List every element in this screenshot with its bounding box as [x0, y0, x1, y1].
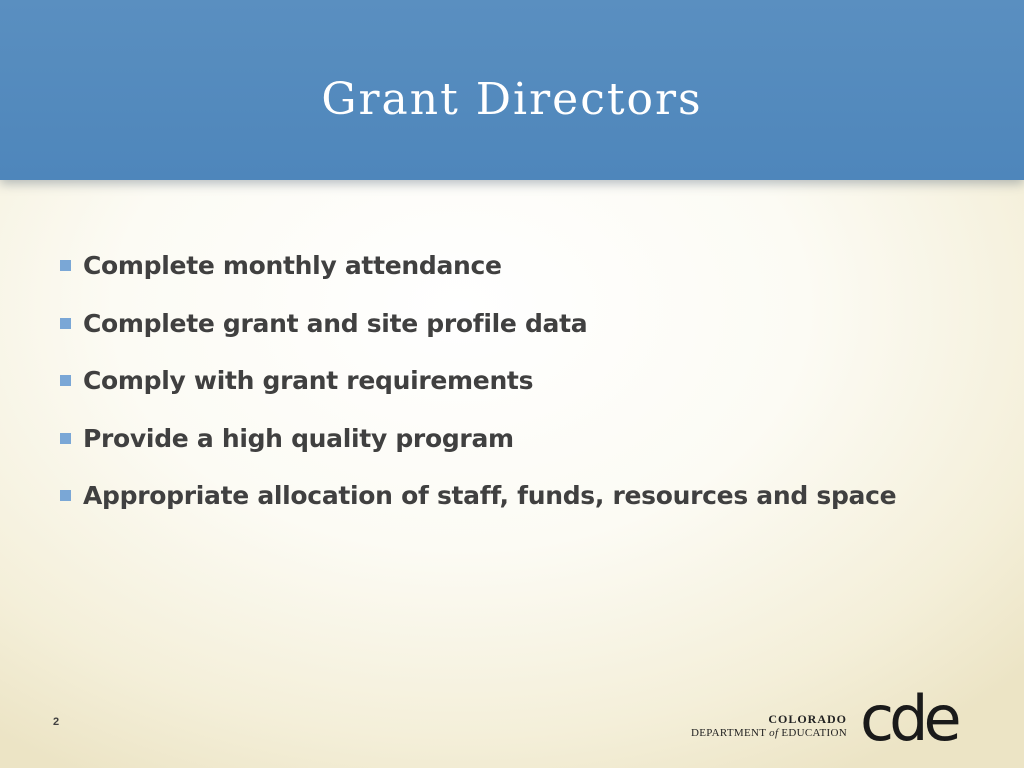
- bullet-square-icon: [60, 375, 71, 386]
- bullet-square-icon: [60, 433, 71, 444]
- logo-of-text: of: [769, 727, 779, 739]
- cde-logo-text: cde: [860, 692, 957, 750]
- logo-line-department: [691, 727, 847, 739]
- page-number: 2: [53, 716, 60, 728]
- logo-line-colorado: COLORADO: [768, 712, 847, 726]
- bullet-square-icon: [60, 260, 71, 271]
- bullet-list: [60, 246, 896, 534]
- bullet-square-icon: [60, 318, 71, 329]
- logo-department-text: DEPARTMENT: [691, 727, 770, 739]
- bullet-square-icon: [60, 490, 71, 501]
- bullet-item: [60, 246, 896, 304]
- logo-education-text: EDUCATION: [778, 727, 847, 739]
- cde-logo: [690, 692, 990, 752]
- bullet-text: Comply with grant requirements: [83, 366, 534, 395]
- bullet-item: [60, 476, 896, 534]
- slide-title: Grant Directors: [321, 74, 703, 125]
- bullet-item: [60, 361, 896, 419]
- bullet-text: Provide a high quality program: [83, 423, 514, 453]
- bullet-text: Appropriate allocation of staff, funds, resources and space: [83, 481, 897, 510]
- bullet-item: [60, 304, 896, 362]
- bullet-text: Complete monthly attendance: [83, 251, 502, 280]
- cde-logo-mark: [860, 692, 988, 750]
- bullet-text: Complete grant and site profile data: [83, 308, 588, 338]
- bullet-item: [60, 419, 896, 477]
- title-bar: [0, 0, 1024, 180]
